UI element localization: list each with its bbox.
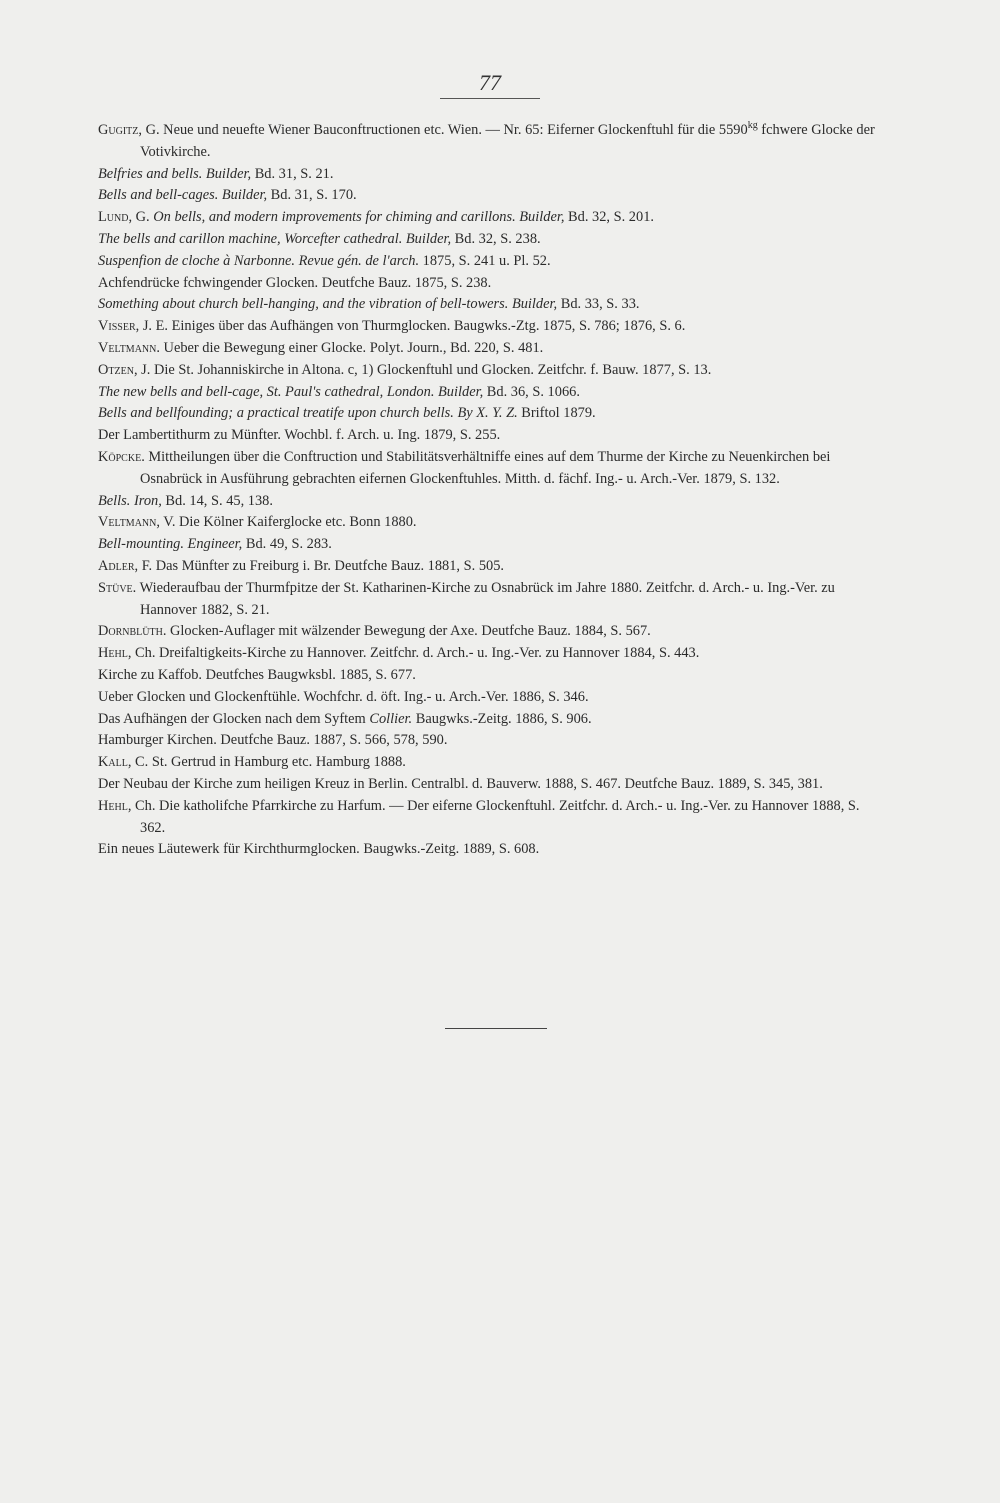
bibliography-entry [98, 556, 888, 578]
entry-text: Hehl [98, 797, 128, 814]
entry-text: Veltmann [98, 514, 157, 531]
entry-text: , V. Die Kölner Kaiferglocke etc. Bonn 1880. [156, 514, 417, 531]
entry-text: Belfries and bells. Builder, [98, 165, 252, 182]
bibliography-entry [98, 796, 888, 840]
bibliography-entry [98, 730, 888, 752]
bibliography-entry [98, 774, 888, 796]
bibliography-entry [98, 621, 888, 643]
entry-text: Lund [98, 209, 129, 226]
entry-text: Dornblüth [98, 623, 163, 640]
bibliography-entry [98, 709, 888, 731]
entry-text: , J. E. Einiges über das Aufhängen von Thurmglocken. Baugwks.-Ztg. 1875, S. 786; 1876, S. 6. [135, 318, 686, 335]
entry-text: Suspenfion de cloche à Narbonne. Revue gén. de l'arch. [98, 252, 420, 269]
entry-text: Kall [98, 754, 128, 771]
entry-text: Ueber Glocken und Glockenftühle. Wochfchr. d. öft. Ing.- u. Arch.-Ver. 1886, S. 346. [98, 688, 589, 705]
bibliography-entry [98, 164, 888, 186]
entry-text: , G. Neue und neuefte Wiener Bauconftructionen etc. Wien. — Nr. 65: Eiferner Glockenftuhl für die 5590 [138, 122, 748, 138]
entry-text: , G. [128, 209, 154, 226]
entry-text: Visser [98, 318, 136, 335]
bibliography-entry [98, 665, 888, 687]
entry-text: , C. St. Gertrud in Hamburg etc. Hamburg 1888. [127, 754, 406, 771]
entry-text: Das Aufhängen der Glocken nach dem Syftem [98, 710, 370, 727]
entry-text: The new bells and bell-cage, St. Paul's cathedral, London. Builder, [98, 383, 484, 400]
entry-text: Hamburger Kirchen. Deutfche Bauz. 1887, S. 566, 578, 590. [98, 732, 448, 749]
entry-text: . Wiederaufbau der Thurmfpitze der St. Katharinen-Kirche zu Osnabrück im Jahre 1880. Zeitfchr. d. Arch.- u. Ing.-Ver. zu Hannover 1882, S. 21. [132, 579, 835, 618]
entry-text: Something about church bell-hanging, and the vibration of bell-towers. Builder, [98, 296, 558, 313]
entry-text: Bd. 32, S. 201. [564, 209, 654, 226]
bibliography-entry [98, 294, 888, 316]
entry-text: fchwere Glocke der Votivkirche. [140, 122, 875, 160]
entry-text: Bd. 49, S. 283. [242, 536, 332, 553]
entry-text: kg [747, 120, 758, 132]
bibliography-entry [98, 512, 888, 534]
bibliography-entry [98, 534, 888, 556]
bibliography-entry [98, 839, 888, 861]
entry-text: Bells and bellfounding; a practical treatife upon church bells. By X. Y. Z. [98, 405, 518, 422]
entry-text: , J. Die St. Johanniskirche in Altona. c, 1) Glockenftuhl und Glocken. Zeitfchr. f. Bauw. 1877, S. 13. [133, 361, 712, 378]
entry-text: Bells. Iron, [98, 492, 162, 509]
entry-text: Briftol 1879. [517, 405, 596, 422]
entry-text: . Glocken-Auflager mit wälzender Bewegung der Axe. Deutfche Bauz. 1884, S. 567. [162, 623, 651, 640]
entry-text: 1875, S. 241 u. Pl. 52. [419, 252, 551, 269]
entry-text: Achfendrücke fchwingender Glocken. Deutfche Bauz. 1875, S. 238. [98, 274, 492, 291]
entry-text: Collier. [369, 710, 413, 727]
entry-text: Bd. 31, S. 21. [251, 165, 334, 182]
entry-text: The bells and carillon machine, Worcefter cathedral. Builder, [98, 230, 452, 247]
entry-text: Ein neues Läutewerk für Kirchthurmglocken. Baugwks.-Zeitg. 1889, S. 608. [98, 841, 540, 858]
bibliography-entry [98, 316, 888, 338]
entry-text: Adler [98, 557, 135, 574]
entry-text: Köpcke [98, 448, 142, 465]
entry-text: . Ueber die Bewegung einer Glocke. Polyt. Journ., Bd. 220, S. 481. [156, 339, 544, 356]
entry-text: . Mittheilungen über die Conftruction und Stabilitätsverhältniffe eines auf dem Thurme der Kirche zu Neuenkirchen bei Osnabrück in Ausführung gebrachten eifernen Glockenftuhles. Mitth. d. fächf. Ing.- u. Arch.-Ver. 1879, S. 132. [140, 448, 831, 487]
bibliography-entry [98, 338, 888, 360]
entry-text: Der Neubau der Kirche zum heiligen Kreuz in Berlin. Centralbl. d. Bauverw. 1888, S. 467. Deutfche Bauz. 1889, S. 345, 381. [98, 775, 823, 792]
bibliography-entry [98, 273, 888, 295]
entry-text: Bells and bell-cages. Builder, [98, 187, 268, 204]
page-number: 77 [440, 70, 540, 99]
bibliography-entry [98, 360, 888, 382]
entry-text: , Ch. Dreifaltigkeits-Kirche zu Hannover. Zeitfchr. d. Arch.- u. Ing.-Ver. zu Hannover 1884, S. 443. [127, 645, 700, 662]
bibliography-entry [98, 207, 888, 229]
bibliography-entry [98, 447, 888, 491]
bibliography-list [98, 120, 888, 861]
bibliography-entry [98, 120, 888, 164]
entry-text: Bd. 31, S. 170. [267, 187, 357, 204]
bibliography-entry [98, 425, 888, 447]
entry-text: Hehl [98, 645, 128, 662]
entry-text: Kirche zu Kaffob. Deutfches Baugwksbl. 1885, S. 677. [98, 666, 416, 683]
entry-text: Bd. 33, S. 33. [557, 296, 640, 313]
entry-text: Bd. 32, S. 238. [451, 230, 541, 247]
entry-text: On bells, and modern improvements for chiming and carillons. Builder, [153, 209, 565, 226]
bibliography-entry [98, 687, 888, 709]
entry-text: Otzen [98, 361, 134, 378]
entry-text: Bd. 14, S. 45, 138. [161, 492, 273, 509]
bibliography-entry [98, 229, 888, 251]
bibliography-entry [98, 403, 888, 425]
bibliography-entry [98, 578, 888, 622]
bibliography-entry [98, 491, 888, 513]
bibliography-entry [98, 251, 888, 273]
bibliography-entry [98, 185, 888, 207]
entry-text: Bd. 36, S. 1066. [483, 383, 580, 400]
closing-rule [445, 1028, 547, 1029]
entry-text: Baugwks.-Zeitg. 1886, S. 906. [412, 710, 592, 727]
bibliography-entry [98, 752, 888, 774]
entry-text: Gugitz [98, 122, 139, 138]
entry-text: Bell-mounting. Engineer, [98, 536, 243, 553]
entry-text: Der Lambertithurm zu Münfter. Wochbl. f. Arch. u. Ing. 1879, S. 255. [98, 427, 501, 444]
entry-text: Veltmann [98, 339, 157, 356]
bibliography-entry [98, 382, 888, 404]
bibliography-entry [98, 643, 888, 665]
entry-text: , Ch. Die katholifche Pfarrkirche zu Harfum. — Der eiferne Glockenftuhl. Zeitfchr. d. Arch.- u. Ing.-Ver. zu Hannover 1888, S. 362. [127, 797, 860, 836]
entry-text: Stüve [98, 579, 133, 596]
entry-text: , F. Das Münfter zu Freiburg i. Br. Deutfche Bauz. 1881, S. 505. [134, 557, 505, 574]
